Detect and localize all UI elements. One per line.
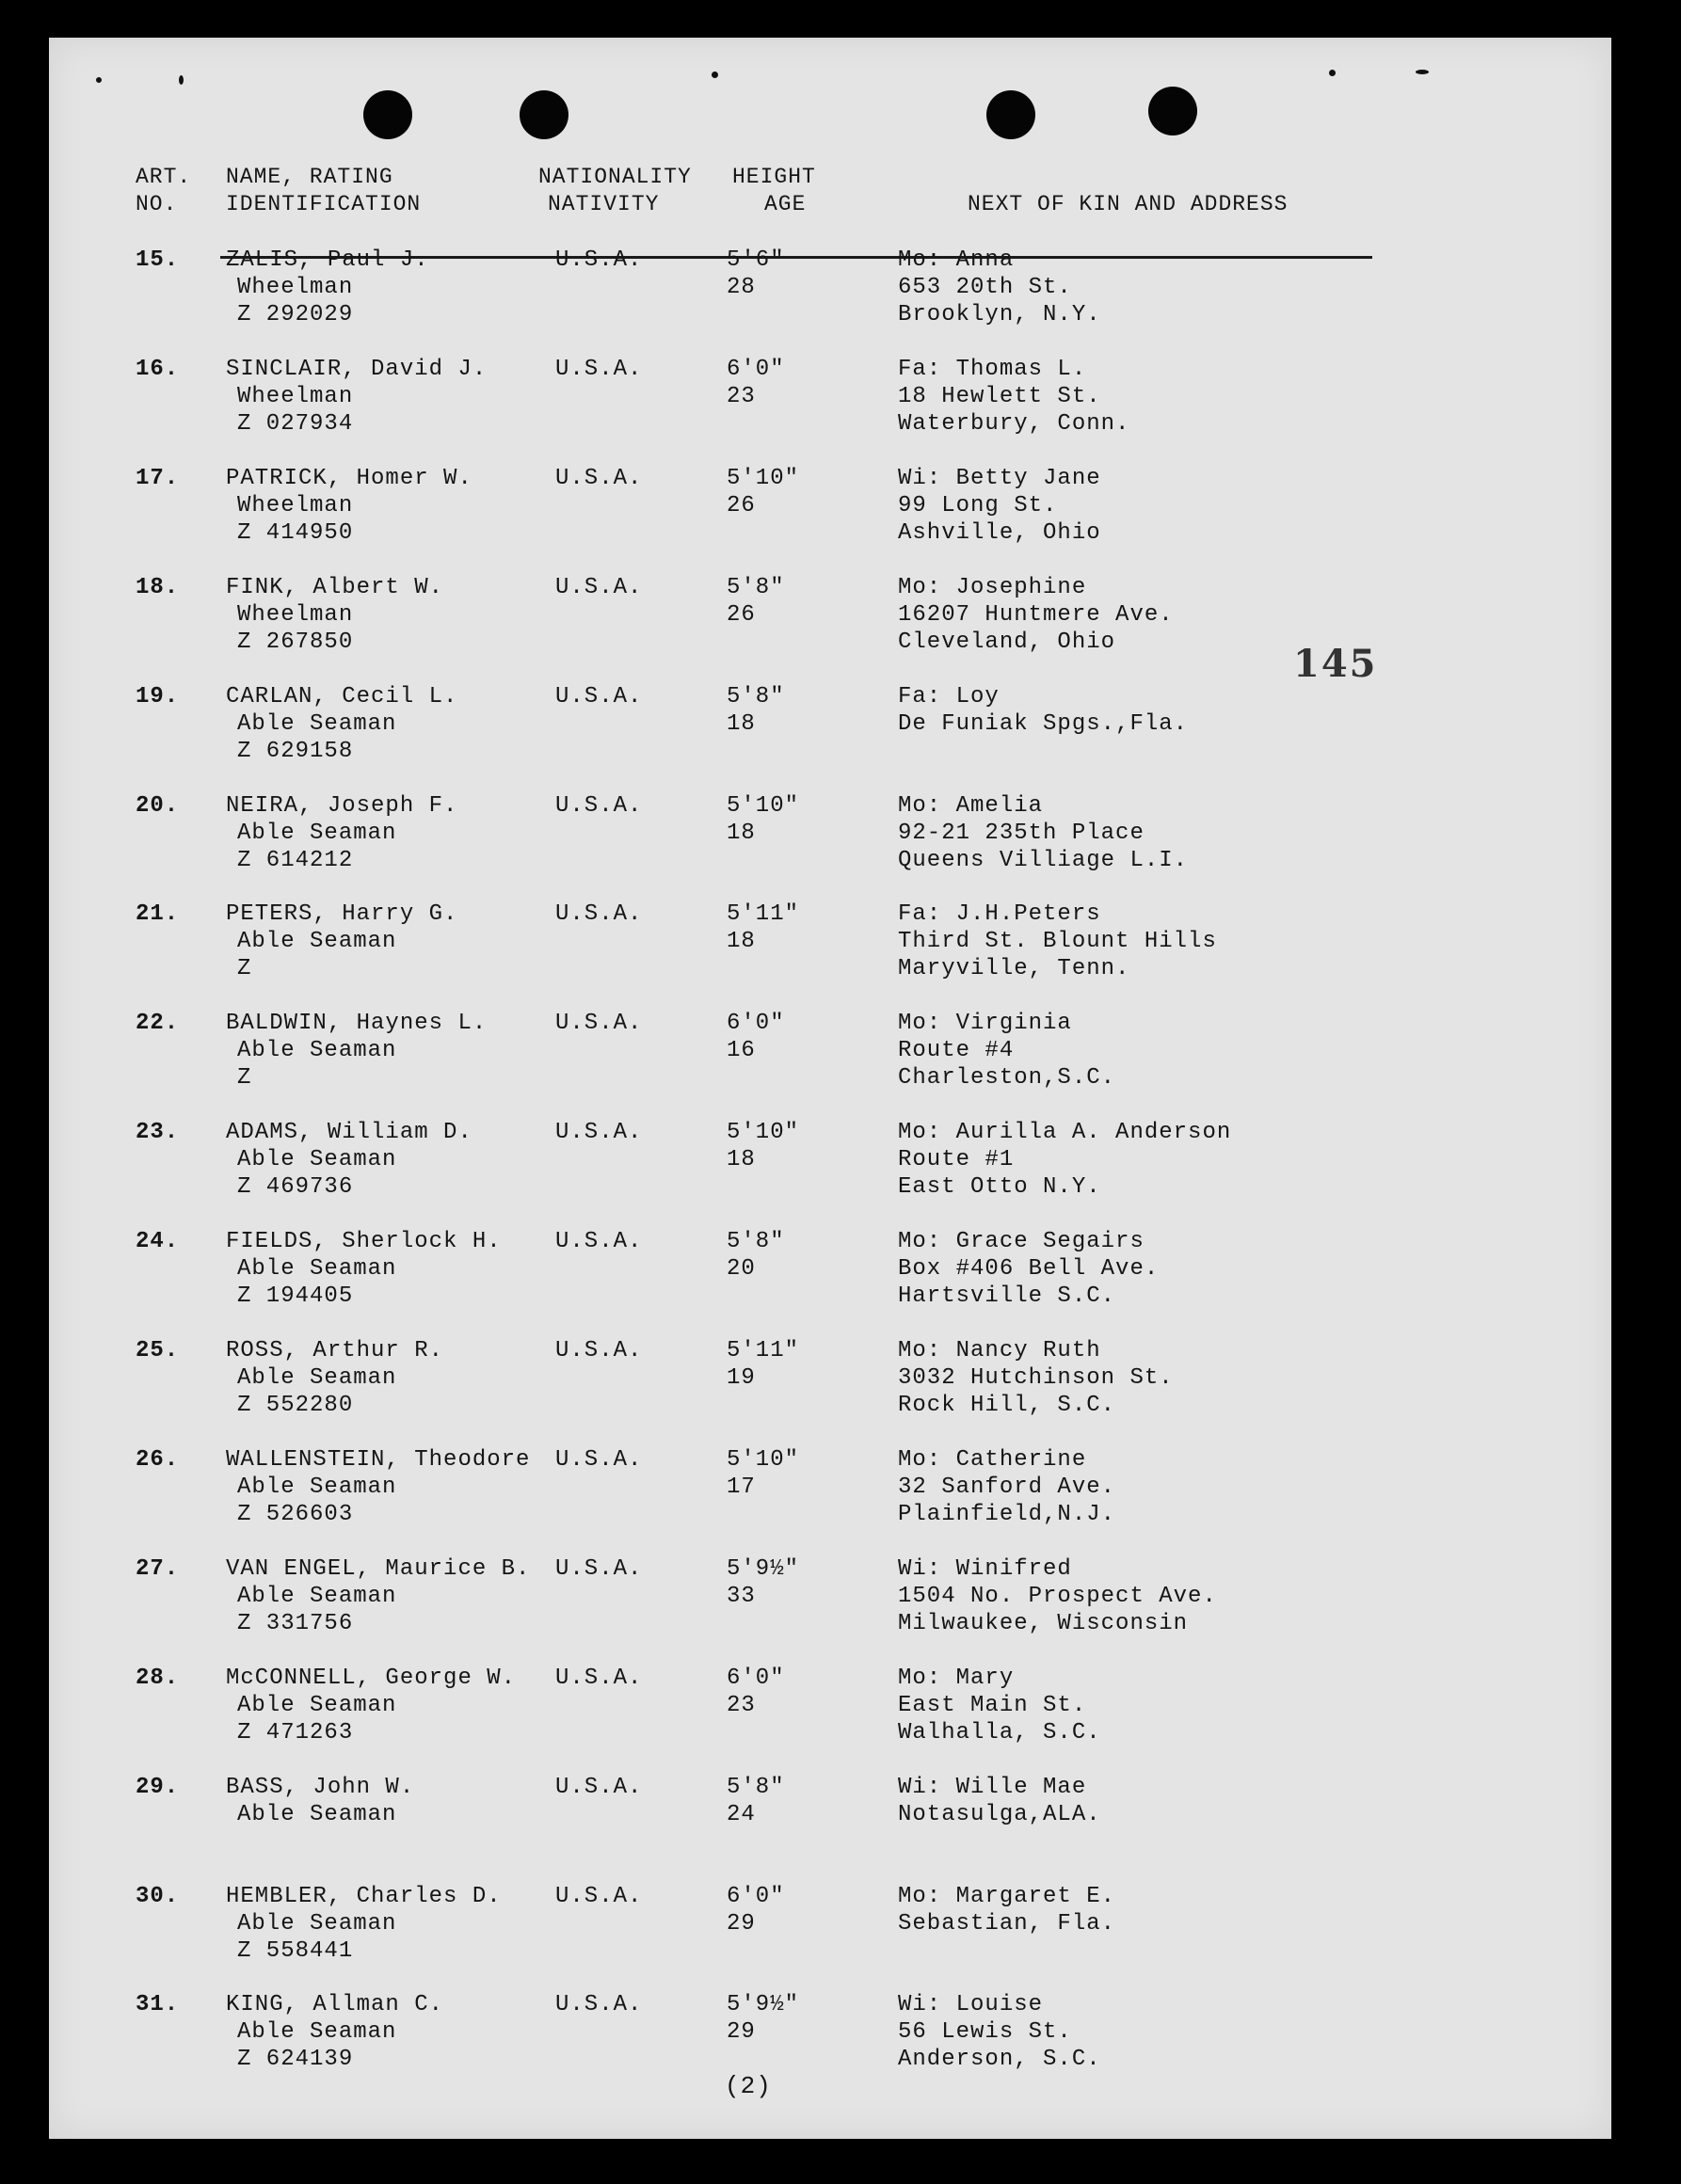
kin-name: Wi: Betty Jane <box>898 465 1101 491</box>
punch-hole <box>363 90 412 139</box>
entry-number: 30. <box>136 1883 180 1909</box>
kin-address-1: 16207 Huntmere Ave. <box>898 601 1174 628</box>
entry-number: 24. <box>136 1229 180 1255</box>
crew-rating: Able Seaman <box>237 1365 397 1391</box>
crew-age: 24 <box>727 1801 756 1827</box>
crew-entry <box>49 1774 1611 1883</box>
crew-age: 19 <box>727 1365 756 1391</box>
crew-nationality: U.S.A. <box>555 1555 643 1582</box>
crew-entry <box>49 465 1611 574</box>
crew-rating: Wheelman <box>237 601 354 628</box>
crew-id: Z 629158 <box>237 738 354 764</box>
entry-number: 19. <box>136 683 180 709</box>
header-nationality: NATIONALITY <box>538 165 692 189</box>
entry-number: 25. <box>136 1338 180 1363</box>
kin-address-1: Notasulga,ALA. <box>898 1801 1101 1827</box>
crew-height: 5'10" <box>727 792 800 819</box>
crew-age: 29 <box>727 2019 756 2046</box>
page-number: (2) <box>725 2072 772 2100</box>
kin-name: Mo: Josephine <box>898 574 1087 600</box>
header-nativity: NATIVITY <box>548 192 660 216</box>
crew-age: 18 <box>727 710 756 737</box>
kin-address-1: 3032 Hutchinson St. <box>898 1365 1174 1391</box>
kin-address-2: Maryville, Tenn. <box>898 956 1130 982</box>
kin-address-1: 92-21 235th Place <box>898 820 1145 846</box>
crew-id: Z 558441 <box>237 1937 354 1964</box>
entry-number: 20. <box>136 792 180 819</box>
crew-name: SINCLAIR, David J. <box>226 356 488 382</box>
crew-rating: Able Seaman <box>237 1692 397 1718</box>
crew-nationality: U.S.A. <box>555 247 643 273</box>
entry-number: 27. <box>136 1555 180 1582</box>
kin-name: Fa: Loy <box>898 683 1000 709</box>
entry-number: 23. <box>136 1120 180 1146</box>
crew-name: BASS, John W. <box>226 1774 415 1800</box>
ink-speck <box>179 75 184 85</box>
kin-address-2: East Otto N.Y. <box>898 1174 1101 1201</box>
margin-number: 145 <box>1293 642 1378 686</box>
kin-name: Mo: Grace Segairs <box>898 1229 1145 1255</box>
crew-id: Z <box>237 956 252 982</box>
crew-id: Z 471263 <box>237 1719 354 1746</box>
kin-address-2: Cleveland, Ohio <box>898 629 1116 655</box>
kin-address-1: 1504 No. Prospect Ave. <box>898 1583 1217 1609</box>
kin-address-2: Anderson, S.C. <box>898 2047 1101 2073</box>
ink-speck <box>712 72 718 78</box>
kin-name: Mo: Catherine <box>898 1446 1087 1473</box>
crew-entry <box>49 1228 1611 1337</box>
crew-height: 6'0" <box>727 356 785 382</box>
crew-height: 5'10" <box>727 465 800 491</box>
crew-rating: Able Seaman <box>237 1910 397 1937</box>
document-page <box>49 38 1611 2139</box>
crew-nationality: U.S.A. <box>555 465 643 491</box>
entry-number: 28. <box>136 1665 180 1691</box>
crew-rating: Able Seaman <box>237 1147 397 1173</box>
crew-age: 29 <box>727 1910 756 1937</box>
ink-speck <box>1329 70 1336 76</box>
crew-id: Z 414950 <box>237 519 354 546</box>
crew-nationality: U.S.A. <box>555 1338 643 1363</box>
crew-age: 18 <box>727 929 756 955</box>
crew-name: ROSS, Arthur R. <box>226 1338 444 1363</box>
crew-rating: Able Seaman <box>237 820 397 846</box>
crew-nationality: U.S.A. <box>555 683 643 709</box>
kin-address-1: Route #4 <box>898 1038 1015 1064</box>
crew-id: Z 526603 <box>237 1501 354 1527</box>
kin-address-2: Ashville, Ohio <box>898 519 1101 546</box>
crew-rating: Able Seaman <box>237 1801 397 1827</box>
header-art: ART. <box>136 165 192 189</box>
entry-number: 26. <box>136 1446 180 1473</box>
kin-name: Mo: Aurilla A. Anderson <box>898 1120 1232 1146</box>
crew-entry <box>49 1555 1611 1665</box>
crew-name: ADAMS, William D. <box>226 1120 472 1146</box>
crew-name: FINK, Albert W. <box>226 574 444 600</box>
crew-nationality: U.S.A. <box>555 792 643 819</box>
crew-rating: Wheelman <box>237 383 354 409</box>
crew-id: Z 469736 <box>237 1174 354 1201</box>
crew-nationality: U.S.A. <box>555 901 643 928</box>
crew-age: 16 <box>727 1038 756 1064</box>
crew-nationality: U.S.A. <box>555 1120 643 1146</box>
kin-name: Wi: Wille Mae <box>898 1774 1087 1800</box>
crew-nationality: U.S.A. <box>555 1774 643 1800</box>
kin-name: Mo: Mary <box>898 1665 1015 1691</box>
crew-height: 6'0" <box>727 1011 785 1037</box>
kin-address-2: Queens Villiage L.I. <box>898 847 1189 873</box>
header-height: HEIGHT <box>732 165 816 189</box>
crew-height: 6'0" <box>727 1665 785 1691</box>
crew-age: 20 <box>727 1256 756 1283</box>
crew-nationality: U.S.A. <box>555 1446 643 1473</box>
entry-number: 21. <box>136 901 180 928</box>
punch-hole <box>520 90 568 139</box>
ink-speck <box>96 77 102 83</box>
header-name-rating: NAME, RATING <box>226 165 393 189</box>
crew-entry <box>49 1010 1611 1119</box>
kin-address-2: Brooklyn, N.Y. <box>898 302 1101 327</box>
crew-id: Z 194405 <box>237 1283 354 1310</box>
crew-entry <box>49 792 1611 901</box>
crew-name: VAN ENGEL, Maurice B. <box>226 1555 531 1582</box>
header-next-of-kin: NEXT OF KIN AND ADDRESS <box>968 192 1289 216</box>
crew-name: WALLENSTEIN, Theodore <box>226 1446 531 1473</box>
kin-address-1: 99 Long St. <box>898 492 1058 518</box>
crew-age: 18 <box>727 1147 756 1173</box>
crew-rating: Able Seaman <box>237 2019 397 2046</box>
crew-nationality: U.S.A. <box>555 1011 643 1037</box>
kin-address-2: Charleston,S.C. <box>898 1065 1116 1092</box>
crew-rating: Able Seaman <box>237 1038 397 1064</box>
kin-address-1: 56 Lewis St. <box>898 2019 1072 2046</box>
crew-rating: Able Seaman <box>237 710 397 737</box>
kin-address-2: Plainfield,N.J. <box>898 1501 1116 1527</box>
crew-id: Z 292029 <box>237 302 354 327</box>
entry-number: 17. <box>136 465 180 491</box>
crew-height: 5'11" <box>727 901 800 928</box>
kin-address-1: Box #406 Bell Ave. <box>898 1256 1160 1283</box>
crew-entry <box>49 683 1611 792</box>
crew-rating: Wheelman <box>237 275 354 300</box>
kin-name: Fa: Thomas L. <box>898 356 1087 382</box>
crew-entry <box>49 1119 1611 1228</box>
crew-age: 26 <box>727 492 756 518</box>
crew-name: PATRICK, Homer W. <box>226 465 472 491</box>
crew-name: FIELDS, Sherlock H. <box>226 1229 502 1255</box>
header-no: NO. <box>136 192 178 216</box>
crew-name: KING, Allman C. <box>226 1992 444 2018</box>
crew-height: 5'9½" <box>727 1555 800 1582</box>
crew-nationality: U.S.A. <box>555 356 643 382</box>
crew-rating: Able Seaman <box>237 1474 397 1500</box>
kin-name: Wi: Louise <box>898 1992 1044 2018</box>
crew-name: CARLAN, Cecil L. <box>226 683 458 709</box>
crew-height: 5'11" <box>727 1338 800 1363</box>
crew-entry <box>49 1991 1611 2100</box>
crew-height: 5'10" <box>727 1446 800 1473</box>
crew-id: Z 331756 <box>237 1610 354 1636</box>
crew-name: PETERS, Harry G. <box>226 901 458 928</box>
kin-name: Fa: J.H.Peters <box>898 901 1101 928</box>
crew-name: HEMBLER, Charles D. <box>226 1883 502 1909</box>
kin-address-1: 32 Sanford Ave. <box>898 1474 1116 1500</box>
crew-height: 5'8" <box>727 683 785 709</box>
crew-entry <box>49 1337 1611 1446</box>
kin-address-2: Waterbury, Conn. <box>898 410 1130 437</box>
kin-name: Wi: Winifred <box>898 1555 1072 1582</box>
crew-entry <box>49 247 1611 356</box>
crew-height: 6'0" <box>727 1883 785 1909</box>
kin-address-2: Rock Hill, S.C. <box>898 1393 1116 1418</box>
crew-id: Z 614212 <box>237 847 354 873</box>
crew-entry <box>49 901 1611 1010</box>
kin-address-1: Third St. Blount Hills <box>898 929 1217 955</box>
entry-number: 31. <box>136 1992 180 2018</box>
crew-nationality: U.S.A. <box>555 1883 643 1909</box>
punch-hole <box>986 90 1035 139</box>
crew-height: 5'8" <box>727 1229 785 1255</box>
kin-address-1: 653 20th St. <box>898 275 1072 300</box>
kin-address-1: Route #1 <box>898 1147 1015 1173</box>
crew-height: 5'8" <box>727 1774 785 1800</box>
kin-address-1: East Main St. <box>898 1692 1087 1718</box>
entry-number: 15. <box>136 247 180 273</box>
crew-id: Z 624139 <box>237 2047 354 2073</box>
crew-age: 23 <box>727 1692 756 1718</box>
crew-age: 33 <box>727 1583 756 1609</box>
crew-rating: Able Seaman <box>237 929 397 955</box>
crew-rating: Able Seaman <box>237 1583 397 1609</box>
kin-name: Mo: Nancy Ruth <box>898 1338 1101 1363</box>
crew-age: 17 <box>727 1474 756 1500</box>
crew-rating: Able Seaman <box>237 1256 397 1283</box>
crew-id: Z 552280 <box>237 1393 354 1418</box>
crew-name: McCONNELL, George W. <box>226 1665 517 1691</box>
crew-name: NEIRA, Joseph F. <box>226 792 458 819</box>
crew-age: 23 <box>727 383 756 409</box>
kin-address-2: Walhalla, S.C. <box>898 1719 1101 1746</box>
crew-height: 5'6" <box>727 247 785 273</box>
crew-height: 5'8" <box>727 574 785 600</box>
crew-id: Z 267850 <box>237 629 354 655</box>
crew-name: BALDWIN, Haynes L. <box>226 1011 488 1037</box>
kin-address-2: Hartsville S.C. <box>898 1283 1116 1310</box>
entry-number: 16. <box>136 356 180 382</box>
crew-age: 18 <box>727 820 756 846</box>
kin-address-1: 18 Hewlett St. <box>898 383 1101 409</box>
crew-entry <box>49 1446 1611 1555</box>
crew-age: 26 <box>727 601 756 628</box>
crew-nationality: U.S.A. <box>555 574 643 600</box>
kin-address-2: Milwaukee, Wisconsin <box>898 1610 1189 1636</box>
crew-id: Z <box>237 1065 252 1092</box>
crew-nationality: U.S.A. <box>555 1229 643 1255</box>
crew-nationality: U.S.A. <box>555 1992 643 2018</box>
crew-entry <box>49 1665 1611 1774</box>
kin-name: Mo: Virginia <box>898 1011 1072 1037</box>
kin-address-1: De Funiak Spgs.,Fla. <box>898 710 1189 737</box>
crew-rating: Wheelman <box>237 492 354 518</box>
crew-height: 5'10" <box>727 1120 800 1146</box>
entry-number: 22. <box>136 1011 180 1037</box>
crew-entry <box>49 1883 1611 1992</box>
crew-age: 28 <box>727 275 756 300</box>
entry-number: 18. <box>136 574 180 600</box>
punch-hole <box>1148 87 1197 136</box>
crew-height: 5'9½" <box>727 1992 800 2018</box>
kin-address-1: Sebastian, Fla. <box>898 1910 1116 1937</box>
crew-id: Z 027934 <box>237 410 354 437</box>
header-age: AGE <box>764 192 807 216</box>
kin-name: Mo: Margaret E. <box>898 1883 1116 1909</box>
crew-entry <box>49 356 1611 465</box>
kin-name: Mo: Amelia <box>898 792 1044 819</box>
entry-number: 29. <box>136 1774 180 1800</box>
crew-nationality: U.S.A. <box>555 1665 643 1691</box>
header-identification: IDENTIFICATION <box>226 192 422 216</box>
ink-speck <box>1416 70 1429 74</box>
crew-name: ZALIS, Paul J. <box>226 247 429 273</box>
kin-name: Mo: Anna <box>898 247 1015 273</box>
